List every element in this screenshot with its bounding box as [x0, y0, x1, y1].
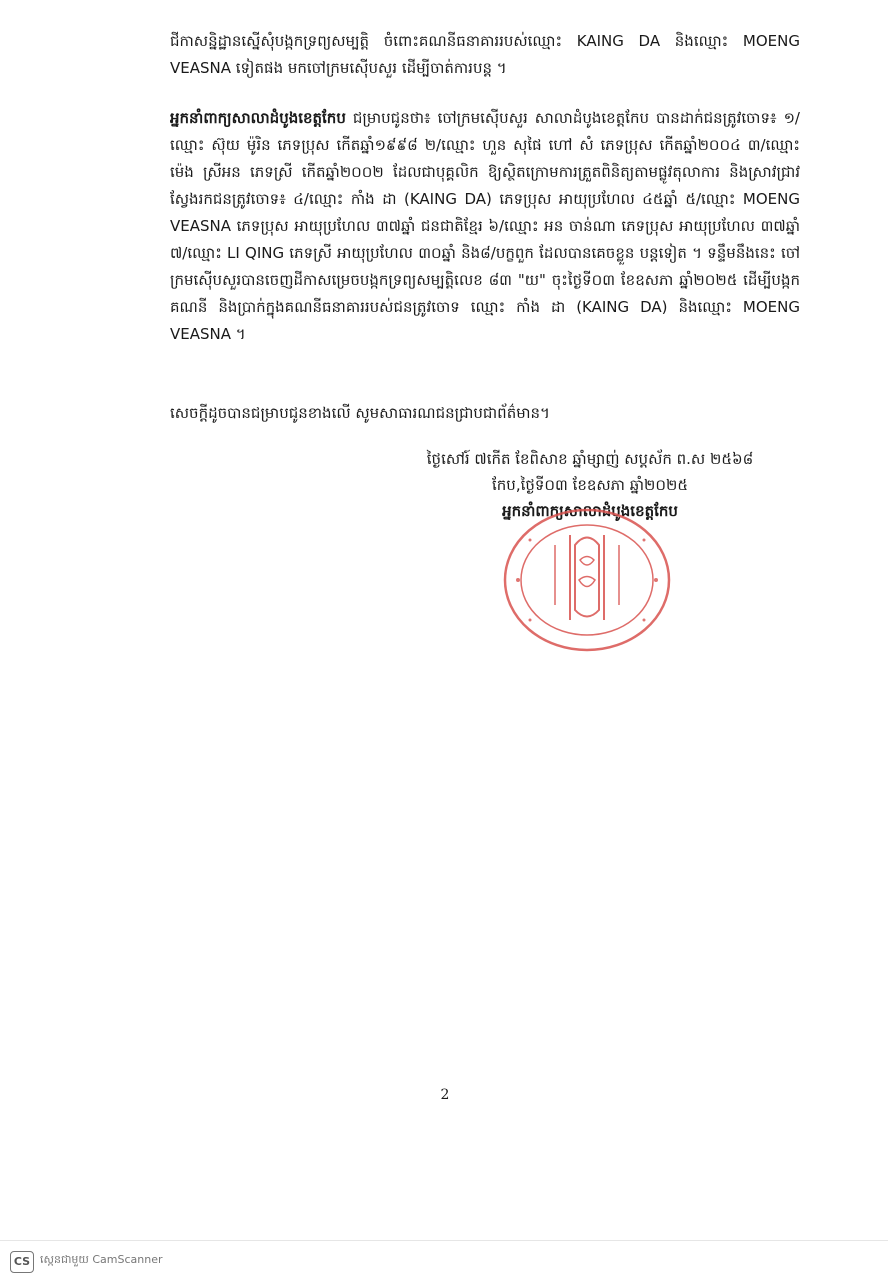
- signer-title: អ្នកនាំពាក្យសាលាដំបូងខេត្តកែប: [502, 502, 678, 520]
- paragraph-2: [170, 105, 800, 348]
- camscanner-logo-icon: CS: [10, 1251, 34, 1273]
- solar-date: កែប,ថ្ងៃទី០៣ ខែឧសភា ឆ្នាំ២០២៥: [492, 476, 688, 494]
- scanner-footer: [0, 1240, 888, 1281]
- spokesperson-lead: អ្នកនាំពាក្យសាលាដំបូងខេត្តកែប: [170, 109, 346, 127]
- paragraph-1: ជីកាសន្និដ្ឋានស្នើសុំបង្កកទ្រព្យសម្បត្តិ ចំពោះគណនីធនាគាររបស់ឈ្មោះ KAING DA និងឈ្មោះ MOENG VEASNA ទៀតផង មកចៅក្រមស៊ើបសួរ ដើម្បីចាត់ការបន្ត ។: [170, 32, 800, 77]
- camscanner-text: ស្កេនជាមួយ CamScanner: [40, 1253, 163, 1266]
- lunar-date: ថ្ងៃសៅរ៍ ៧កើត ខែពិសាខ ឆ្នាំម្សាញ់ សប្តស័ក ព.ស ២៥៦៨: [426, 450, 754, 468]
- court-seal-icon: [500, 505, 675, 655]
- paragraph-3: សេចក្តីដូចបានជម្រាបជូនខាងលើ សូមសាធារណជនជ្រាបជាព័ត៌មាន។: [170, 404, 550, 422]
- paragraph-2-body: ជម្រាបជូនថា៖ ចៅក្រមស៊ើបសួរ សាលាដំបូងខេត្តកែប បានដាក់ជនត្រូវចោទ៖ ១/ឈ្មោះ ស៊ុយ ម៉ូរិន ភេទប្រុស កើតឆ្នាំ១៩៩៨ ២/ឈ្មោះ ហួន សុផៃ ហៅ សំ ភេទប្រុស កើតឆ្នាំ២០០៤ ៣/ឈ្មោះ ម៉េង ស្រីអន ភេទស្រី កើតឆ្នាំ២០០២ ដែលជាបុគ្គលិក ឱ្យស្ថិតក្រោមការត្រួតពិនិត្យតាមផ្លូវតុលាការ និងស្រាវជ្រាវស្វែងរកជនត្រូវចោទ៖ ៤/ឈ្មោះ កាំង ដា (KAING DA) ភេទប្រុស អាយុប្រហែល ៤៥ឆ្នាំ ៥/ឈ្មោះ MOENG VEASNA ភេទប្រុស អាយុប្រហែល ៣៧ឆ្នាំ ជនជាតិខ្មែរ ៦/ឈ្មោះ អន ចាន់ណា ភេទប្រុស អាយុប្រហែល ៣៧ឆ្នាំ ៧/ឈ្មោះ LI QING ភេទស្រី អាយុប្រហែល ៣០ឆ្នាំ និង៨/បក្ខពួក ដែលបានគេចខ្លួន បន្តទៀត ។ ទន្ទឹមនឹងនេះ ចៅក្រមស៊ើបសួរបានចេញដីកាសម្រេចបង្កកទ្រព្យសម្បត្តិលេខ ៨៣ "យ" ចុះថ្ងៃទី០៣ ខែឧសភា ឆ្នាំ២០២៥ ដើម្បីបង្កកគណនី និងប្រាក់ក្នុងគណនីធនាគាររបស់ជនត្រូវចោទ ឈ្មោះ កាំង ដា (KAING DA) និងឈ្មោះ MOENG VEASNA ។: [170, 109, 800, 343]
- page-number: 2: [440, 1087, 450, 1103]
